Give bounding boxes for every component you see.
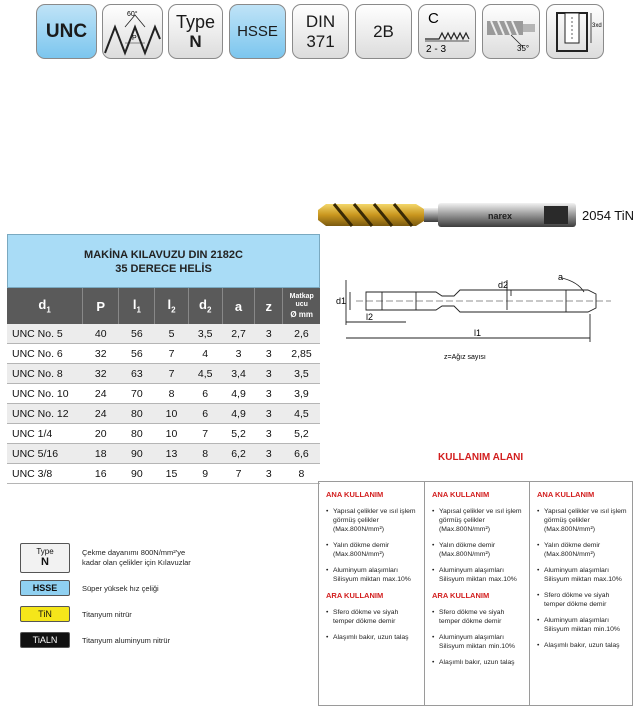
table-cell: 2,6 bbox=[283, 324, 320, 344]
badge-din-line1: DIN bbox=[305, 11, 336, 31]
table-cell: 90 bbox=[119, 464, 155, 484]
header-a: a bbox=[222, 288, 254, 324]
table-cell: UNC No. 8 bbox=[7, 364, 83, 384]
table-cell: 10 bbox=[155, 424, 188, 444]
badge-blind-hole bbox=[546, 4, 604, 59]
drawing-label-d1: d1 bbox=[336, 296, 347, 306]
badge-chamfer bbox=[418, 4, 476, 59]
table-cell: 2,85 bbox=[283, 344, 320, 364]
table-cell: 4,5 bbox=[188, 364, 222, 384]
usage-item: • Sfero dökme ve siyah temper dökme demir bbox=[537, 591, 629, 609]
table-cell: 3 bbox=[255, 384, 283, 404]
table-cell: 3 bbox=[255, 324, 283, 344]
usage-item: • Yapısal çelikler ve ısıl işlem görmüş çelikler (Max.800N/mm²) bbox=[326, 507, 421, 534]
table-cell: 7 bbox=[155, 344, 188, 364]
header-p: P bbox=[83, 288, 119, 324]
badge-thread-profile bbox=[102, 4, 163, 59]
table-title bbox=[7, 234, 320, 288]
header-z: z bbox=[255, 288, 283, 324]
usage-item: • Yapısal çelikler ve ısıl işlem görmüş çelikler (Max.800N/mm²) bbox=[432, 507, 526, 534]
usage-column-1 bbox=[319, 482, 424, 705]
table-cell: 3 bbox=[255, 464, 283, 484]
table-cell: 3 bbox=[255, 344, 283, 364]
table-cell: 63 bbox=[119, 364, 155, 384]
badge-material-hsse bbox=[229, 4, 286, 59]
table-cell: 4,9 bbox=[222, 404, 254, 424]
badge-tolerance-2b bbox=[355, 4, 412, 59]
table-cell: 80 bbox=[119, 404, 155, 424]
table-cell: 16 bbox=[83, 464, 119, 484]
thread-pitch-label: P bbox=[132, 35, 137, 42]
usage-column-2 bbox=[424, 482, 529, 705]
table-cell: 20 bbox=[83, 424, 119, 444]
table-cell: 18 bbox=[83, 444, 119, 464]
table-cell: 4,9 bbox=[222, 384, 254, 404]
table-cell: 7 bbox=[222, 464, 254, 484]
table-cell: 4 bbox=[188, 344, 222, 364]
table-cell: 5,2 bbox=[222, 424, 254, 444]
drill-header-line1: Matkap ucu bbox=[289, 293, 314, 308]
table-cell: UNC No. 5 bbox=[7, 324, 83, 344]
table-cell: 3 bbox=[255, 364, 283, 384]
drawing-label-l1: l1 bbox=[474, 328, 482, 338]
usage-item: • Aluminyum alaşımları Silisyum miktarı min.10% bbox=[432, 633, 526, 651]
table-cell: 8 bbox=[188, 444, 222, 464]
usage-main-heading: ANA KULLANIM bbox=[537, 490, 595, 499]
table-cell: 3 bbox=[255, 424, 283, 444]
table-row bbox=[7, 364, 320, 384]
usage-main-heading: ANA KULLANIM bbox=[432, 490, 490, 499]
table-cell: 6,2 bbox=[222, 444, 254, 464]
chamfer-icon bbox=[419, 5, 475, 58]
usage-item: • Aluminyum alaşımları Silisyum miktarı max.10% bbox=[537, 566, 629, 584]
usage-item: • Yalın dökme demir (Max.800N/mm²) bbox=[537, 541, 629, 559]
table-cell: 80 bbox=[119, 424, 155, 444]
legend-tin-text: Titanyum nitrür bbox=[82, 610, 132, 619]
table-cell: 3,5 bbox=[188, 324, 222, 344]
table-row bbox=[7, 444, 320, 464]
legend-hsse-box: HSSE bbox=[20, 580, 70, 596]
tap-product-image bbox=[316, 198, 578, 232]
table-row bbox=[7, 324, 320, 344]
table-cell: 8 bbox=[283, 464, 320, 484]
usage-item: • Aluminyum alaşımları Silisyum miktarı min.10% bbox=[537, 616, 629, 634]
badge-type-n bbox=[168, 4, 223, 59]
header-d1: $d_1$ bbox=[7, 288, 83, 324]
table-cell: 4,5 bbox=[283, 404, 320, 424]
table-cell: 32 bbox=[83, 344, 119, 364]
usage-column-3 bbox=[529, 482, 632, 705]
table-cell: 6,6 bbox=[283, 444, 320, 464]
table-cell: 3,4 bbox=[222, 364, 254, 384]
table-cell: 13 bbox=[155, 444, 188, 464]
usage-item: • Alaşımlı bakır, uzun talaş bbox=[432, 658, 526, 667]
usage-item: • Alaşımlı bakır, uzun talaş bbox=[326, 633, 421, 642]
table-cell: 40 bbox=[83, 324, 119, 344]
table-cell: 5,2 bbox=[283, 424, 320, 444]
table-cell: 2,7 bbox=[222, 324, 254, 344]
usage-title: KULLANIM ALANI bbox=[438, 452, 524, 463]
badge-material-label: HSSE bbox=[237, 22, 278, 40]
usage-panel bbox=[318, 481, 633, 706]
header-l2: $l_2$ bbox=[155, 288, 188, 324]
table-cell: 7 bbox=[188, 424, 222, 444]
badge-helix bbox=[482, 4, 540, 59]
badge-thread-label: UNC bbox=[45, 20, 88, 42]
table-cell: 15 bbox=[155, 464, 188, 484]
table-cell: UNC 3/8 bbox=[7, 464, 83, 484]
table-cell: 5 bbox=[155, 324, 188, 344]
table-cell: 24 bbox=[83, 404, 119, 424]
usage-item: • Aluminyum alaşımları Silisyum miktarı max.10% bbox=[326, 566, 421, 584]
usage-item: • Yalın dökme demir (Max.800N/mm²) bbox=[326, 541, 421, 559]
table-cell: 6 bbox=[188, 384, 222, 404]
badge-type-line2: N bbox=[189, 31, 202, 51]
usage-item: • Sfero dökme ve siyah temper dökme demir bbox=[432, 608, 526, 626]
legend-tialn-box: TiALN bbox=[20, 632, 70, 648]
table-cell: UNC No. 6 bbox=[7, 344, 83, 364]
header-d2: $d_2$ bbox=[188, 288, 222, 324]
table-cell: 6 bbox=[188, 404, 222, 424]
thread-profile-icon bbox=[103, 5, 162, 58]
table-cell: 3,5 bbox=[283, 364, 320, 384]
blind-hole-icon bbox=[547, 5, 603, 58]
table-cell: UNC 5/16 bbox=[7, 444, 83, 464]
helix-angle-label: 35° bbox=[517, 44, 530, 53]
table-cell: 70 bbox=[119, 384, 155, 404]
badge-din-line2: 371 bbox=[306, 31, 335, 51]
table-header-row bbox=[7, 288, 320, 324]
legend-type-n-box: Type N bbox=[20, 543, 70, 573]
usage-sub-heading: ARA KULLANIM bbox=[326, 591, 384, 600]
table-cell: 32 bbox=[83, 364, 119, 384]
table-cell: 3 bbox=[255, 444, 283, 464]
table-cell: UNC No. 12 bbox=[7, 404, 83, 424]
table-cell: 3,9 bbox=[283, 384, 320, 404]
badge-type-line1: Type bbox=[175, 11, 216, 32]
usage-main-heading: ANA KULLANIM bbox=[326, 490, 384, 499]
table-row bbox=[7, 384, 320, 404]
chamfer-range: 2 - 3 bbox=[426, 44, 447, 55]
table-cell: UNC No. 10 bbox=[7, 384, 83, 404]
legend-tin-box: TiN bbox=[20, 606, 70, 622]
table-cell: 8 bbox=[155, 384, 188, 404]
table-row bbox=[7, 424, 320, 444]
table-cell: 24 bbox=[83, 384, 119, 404]
drawing-label-d2: d2 bbox=[498, 280, 509, 290]
table-row bbox=[7, 404, 320, 424]
badge-din-371 bbox=[292, 4, 349, 59]
legend-hsse-text: Süper yüksek hız çeliği bbox=[82, 584, 159, 593]
table-cell: 9 bbox=[188, 464, 222, 484]
usage-item: • Alaşımlı bakır, uzun talaş bbox=[537, 641, 629, 650]
table-title-line2: 35 DERECE HELİS bbox=[115, 263, 212, 275]
chamfer-letter: C bbox=[428, 10, 439, 27]
thread-angle-label: 60° bbox=[127, 11, 138, 18]
table-cell: 3 bbox=[222, 344, 254, 364]
tap-technical-drawing bbox=[326, 270, 626, 365]
usage-item: • Aluminyum alaşımları Silisyum miktarı max.10% bbox=[432, 566, 526, 584]
usage-item: • Yapısal çelikler ve ısıl işlem görmüş çelikler (Max.800N/mm²) bbox=[537, 507, 629, 534]
badge-tolerance-label: 2B bbox=[373, 21, 394, 41]
table-cell: 56 bbox=[119, 324, 155, 344]
table-row bbox=[7, 344, 320, 364]
table-cell: 10 bbox=[155, 404, 188, 424]
table-title-line1: MAKİNA KILAVUZU DIN 2182C bbox=[84, 249, 243, 261]
table-cell: 90 bbox=[119, 444, 155, 464]
spec-table bbox=[7, 288, 320, 484]
drawing-caption: z=Ağız sayısı bbox=[444, 354, 486, 361]
legend-type-n-text: Çekme dayanımı 800N/mm²'ye kadar olan çelikler için Kılavuzlar bbox=[82, 548, 191, 567]
drill-header-line2: Ø mm bbox=[290, 310, 314, 319]
table-cell: 7 bbox=[155, 364, 188, 384]
usage-item: • Yalın dökme demir (Max.800N/mm²) bbox=[432, 541, 526, 559]
header-drill-size bbox=[283, 288, 320, 324]
coating-label: 2054 TiN bbox=[582, 208, 635, 223]
spiral-flute-icon bbox=[483, 5, 539, 58]
table-row bbox=[7, 464, 320, 484]
drawing-label-a: a bbox=[558, 272, 564, 282]
legend-tialn-text: Titanyum aluminyum nitrür bbox=[82, 636, 171, 645]
usage-sub-heading: ARA KULLANIM bbox=[432, 591, 490, 600]
brand-label: narex bbox=[488, 211, 513, 221]
table-cell: 3 bbox=[255, 404, 283, 424]
table-cell: UNC 1/4 bbox=[7, 424, 83, 444]
svg-text:3xd: 3xd bbox=[592, 23, 602, 29]
table-cell: 56 bbox=[119, 344, 155, 364]
drawing-label-l2: l2 bbox=[366, 312, 374, 322]
header-l1: $l_1$ bbox=[119, 288, 155, 324]
badge-thread-unc bbox=[36, 4, 97, 59]
usage-item: • Sfero dökme ve siyah temper dökme demir bbox=[326, 608, 421, 626]
